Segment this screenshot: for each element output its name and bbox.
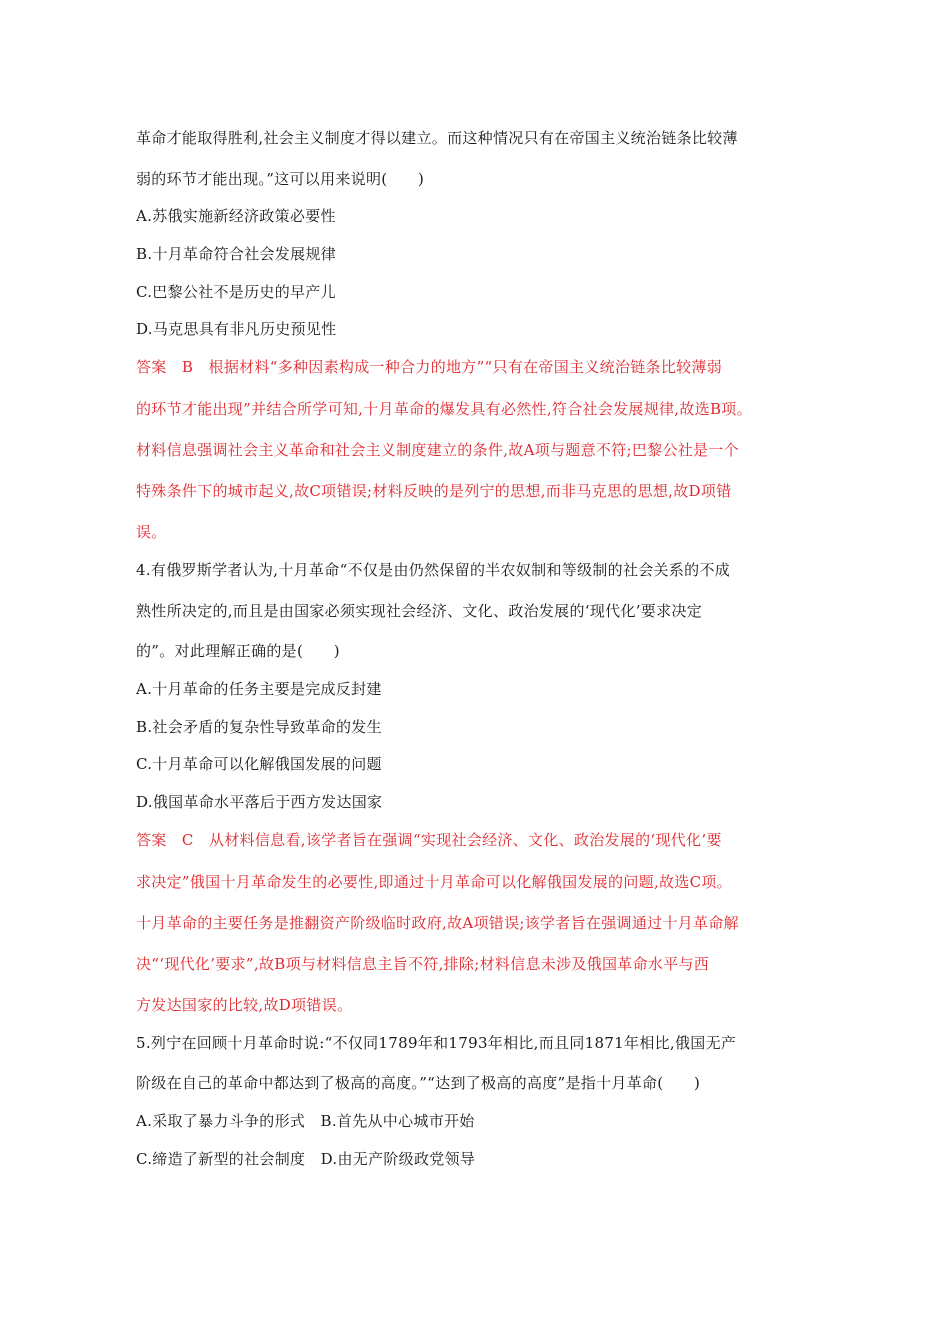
q3-stem-line-2: 弱的环节才能出现。”这可以用来说明( ) bbox=[136, 170, 425, 188]
q3-answer-line-4: 特殊条件下的城市起义,故C项错误;材料反映的是列宁的思想,而非马克思的思想,故D项错 bbox=[136, 482, 732, 500]
q4-stem-line-1: 4.有俄罗斯学者认为,十月革命“不仅是由仍然保留的半农奴制和等级制的社会关系的不成 bbox=[136, 561, 731, 579]
q3-answer-line-5: 误。 bbox=[136, 523, 167, 541]
q4-stem-line-2: 熟性所决定的,而且是由国家必须实现社会经济、文化、政治发展的‘现代化’要求决定 bbox=[136, 602, 703, 620]
q4-answer-line-1: 答案 C 从材料信息看,该学者旨在强调“实现社会经济、文化、政治发展的‘现代化’要 bbox=[136, 831, 722, 849]
q4-option-c: C.十月革命可以化解俄国发展的问题 bbox=[136, 755, 382, 773]
q3-option-b: B.十月革命符合社会发展规律 bbox=[136, 245, 336, 263]
q3-option-d: D.马克思具有非凡历史预见性 bbox=[136, 320, 337, 338]
q5-options-ab: A.采取了暴力斗争的形式 B.首先从中心城市开始 bbox=[136, 1112, 475, 1130]
q5-stem-line-2: 阶级在自己的革命中都达到了极高的高度。”“达到了极高的高度”是指十月革命( ) bbox=[136, 1074, 701, 1092]
q4-answer-line-4: 决“‘现代化’要求”,故B项与材料信息主旨不符,排除;材料信息未涉及俄国革命水平与西 bbox=[136, 955, 710, 973]
q4-option-d: D.俄国革命水平落后于西方发达国家 bbox=[136, 793, 383, 811]
q5-options-cd: C.缔造了新型的社会制度 D.由无产阶级政党领导 bbox=[136, 1150, 476, 1168]
q4-answer-line-5: 方发达国家的比较,故D项错误。 bbox=[136, 996, 353, 1014]
q4-option-a: A.十月革命的任务主要是完成反封建 bbox=[136, 680, 382, 698]
q3-answer-line-3: 材料信息强调社会主义革命和社会主义制度建立的条件,故A项与题意不符;巴黎公社是一个 bbox=[136, 441, 739, 459]
q3-answer-line-2: 的环节才能出现”并结合所学可知,十月革命的爆发具有必然性,符合社会发展规律,故选B项。 bbox=[136, 400, 752, 418]
q3-option-c: C.巴黎公社不是历史的早产儿 bbox=[136, 283, 336, 301]
q3-answer-line-1: 答案 B 根据材料“多种因素构成一种合力的地方”“只有在帝国主义统治链条比较薄弱 bbox=[136, 358, 723, 376]
q5-stem-line-1: 5.列宁在回顾十月革命时说:“不仅同1789年和1793年相比,而且同1871年相比,俄国无产 bbox=[136, 1034, 737, 1052]
q4-answer-line-2: 求决定”俄国十月革命发生的必要性,即通过十月革命可以化解俄国发展的问题,故选C项。 bbox=[136, 873, 732, 891]
q4-option-b: B.社会矛盾的复杂性导致革命的发生 bbox=[136, 718, 382, 736]
q4-answer-line-3: 十月革命的主要任务是推翻资产阶级临时政府,故A项错误;该学者旨在强调通过十月革命解 bbox=[136, 914, 739, 932]
q3-stem-line-1: 革命才能取得胜利,社会主义制度才得以建立。而这种情况只有在帝国主义统治链条比较薄 bbox=[136, 129, 738, 147]
q4-stem-line-3: 的”。对此理解正确的是( ) bbox=[136, 642, 340, 660]
q3-option-a: A.苏俄实施新经济政策必要性 bbox=[136, 207, 336, 225]
